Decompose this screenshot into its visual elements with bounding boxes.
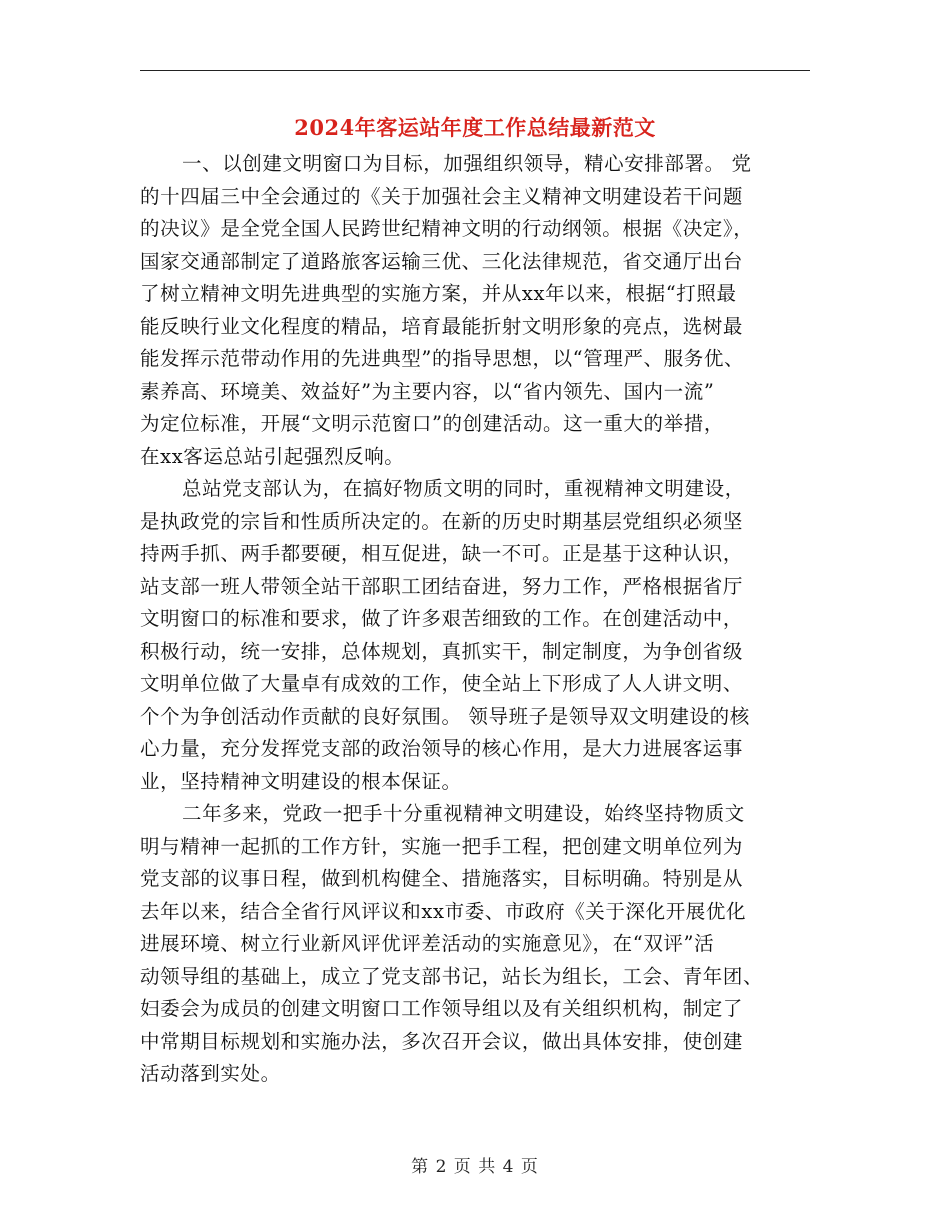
paragraph-1-line: 的十四届三中全会通过的《关于加强社会主义精神文明建设若干问题 <box>140 184 744 208</box>
page-footer: 第 2 页 共 4 页 <box>411 1157 539 1177</box>
paragraph-3-line: 动领导组的基础上，成立了党支部书记，站长为组长，工会、青年团、 <box>140 964 764 988</box>
paragraph-1-line: 一、以创建文明窗口为目标，加强组织领导，精心安排部署。 党 <box>182 152 752 175</box>
paragraph-3-line: 妇委会为成员的创建文明窗口工作领导组以及有关组织机构，制定了 <box>140 997 744 1020</box>
paragraph-1-line: 的决议》是全党全国人民跨世纪精神文明的行动纲领。根据《决定》， <box>140 217 754 240</box>
header-rule <box>140 70 810 71</box>
paragraph-1-line: 国家交通部制定了道路旅客运输三优、三化法律规范，省交通厅出台 <box>140 249 744 273</box>
paragraph-2-line: 心力量，充分发挥党支部的政治领导的核心作用，是大力进展客运事 <box>140 737 744 760</box>
paragraph-1-line: 能反映行业文化程度的精品，培育最能折射文明形象的亮点，选树最 <box>140 314 744 338</box>
paragraph-3-line: 去年以来，结合全省行风评议和xx市委、市政府《关于深化开展优化 <box>140 899 747 923</box>
paragraph-2-line: 个个为争创活动作贡献的良好氛围。 领导班子是领导双文明建设的核 <box>140 704 750 728</box>
paragraph-3-line: 进展环境、树立行业新风评优评差活动的实施意见》，在“双评”活 <box>140 932 715 955</box>
paragraph-3-line: 活动落到实处。 <box>140 1062 281 1085</box>
paragraph-1-line: 素养高、环境美、效益好”为主要内容，以“省内领先、国内一流” <box>140 379 715 403</box>
paragraph-3-line: 明与精神一起抓的工作方针，实施一把手工程，把创建文明单位列为 <box>140 834 744 858</box>
paragraph-1-line: 在xx客运总站引起强烈反响。 <box>140 444 405 468</box>
paragraph-1-line: 了树立精神文明先进典型的实施方案，并从xx年以来，根据“打照最 <box>140 282 737 305</box>
paragraph-3-line: 中常期目标规划和实施办法，多次召开会议，做出具体安排，使创建 <box>140 1029 744 1053</box>
document-body <box>140 148 814 1091</box>
paragraph-2-line: 业，坚持精神文明建设的根本保证。 <box>140 769 462 793</box>
paragraph-1-line: 能发挥示范带动作用的先进典型”的指导思想，以“管理严、服务优、 <box>140 347 745 370</box>
document-title: 2024年客运站年度工作总结最新范文 <box>294 115 656 140</box>
paragraph-3-line: 二年多来，党政一把手十分重视精神文明建设，始终坚持物质文 <box>182 802 745 825</box>
paragraph-1-line: 为定位标准，开展“文明示范窗口”的创建活动。这一重大的举措， <box>140 412 724 435</box>
paragraph-2-line: 文明窗口的标准和要求，做了许多艰苦细致的工作。在创建活动中， <box>140 607 744 630</box>
paragraph-2-line: 总站党支部认为，在搞好物质文明的同时，重视精神文明建设， <box>182 477 745 500</box>
paragraph-2-line: 积极行动，统一安排，总体规划，真抓实干，制定制度，为争创省级 <box>140 639 744 663</box>
paragraph-2-line: 持两手抓、两手都要硬，相互促进，缺一不可。正是基于这种认识， <box>140 542 744 565</box>
paragraph-3-line: 党支部的议事日程，做到机构健全、措施落实，目标明确。特别是从 <box>140 867 744 890</box>
paragraph-2-line: 是执政党的宗旨和性质所决定的。在新的历史时期基层党组织必须坚 <box>140 509 744 533</box>
paragraph-2-line: 站支部一班人带领全站干部职工团结奋进，努力工作，严格根据省厅 <box>140 574 744 598</box>
paragraph-2-line: 文明单位做了大量卓有成效的工作，使全站上下形成了人人讲文明、 <box>140 672 744 695</box>
